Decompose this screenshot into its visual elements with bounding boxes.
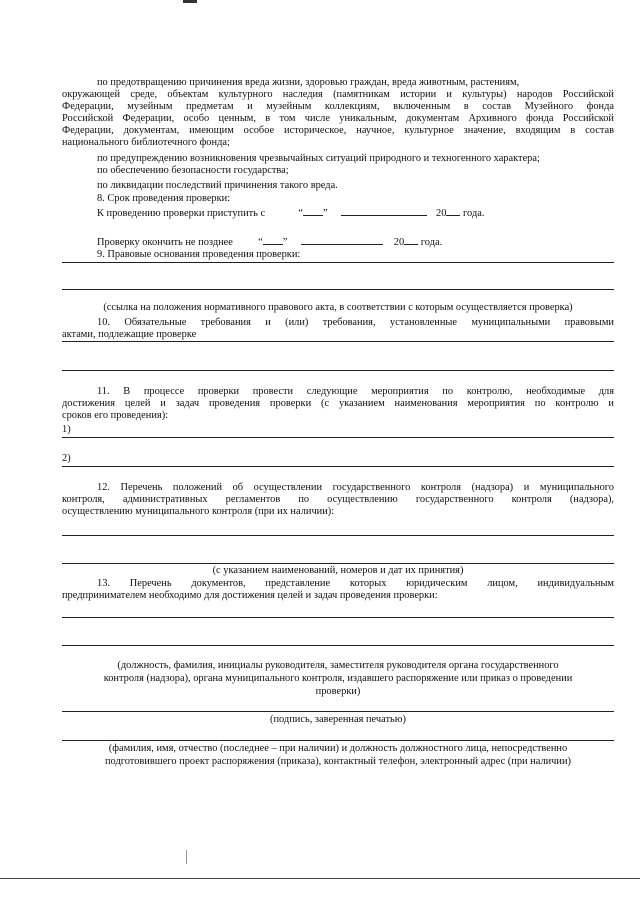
documents-field[interactable] <box>62 617 614 618</box>
measure-2-field[interactable] <box>62 466 614 467</box>
text-line: актами, подлежащие проверке <box>62 329 197 340</box>
section-8-title: 8. Срок проведения проверки: <box>97 193 231 204</box>
caption: (с указанием наименований, номеров и дат их принятия) <box>212 565 464 576</box>
caption: (подпись, заверенная печатью) <box>270 714 406 725</box>
caption: проверки) <box>315 686 361 697</box>
text-line: Федерации, музейным предметам и музейным коллекциям, включенным в состав Музейного фонда <box>62 101 614 112</box>
text-line: национального библиотечного фонда; <box>62 137 230 148</box>
caption: подготовившего проект распоряжения (приказа), контактный телефон, электронный адрес (при наличии) <box>104 756 571 767</box>
text-line: 11. В процессе проверки провести следующие мероприятия по контролю, необходимые для <box>97 386 614 397</box>
preparer-field[interactable] <box>62 740 614 741</box>
signature-field[interactable] <box>62 711 614 712</box>
legal-basis-field[interactable] <box>62 262 614 263</box>
text-line: по ликвидации последствий причинения такого вреда. <box>97 180 338 191</box>
start-day-field[interactable] <box>303 206 323 216</box>
text-line: достижения целей и задач проведения проверки (с указанием наименования мероприятия по контролю и <box>62 398 614 409</box>
text-line: контроля, административных регламентов по осуществлению государственного контроля (надзора), <box>62 494 614 505</box>
start-month-field[interactable] <box>341 206 427 216</box>
list-item-number: 2) <box>62 453 71 464</box>
requirements-field[interactable] <box>62 370 614 371</box>
end-month-field[interactable] <box>301 235 383 245</box>
scan-mark-bottom <box>186 850 187 864</box>
end-date-label: Проверку окончить не позднее <box>97 237 233 248</box>
regulations-field[interactable] <box>62 535 614 536</box>
text-line: 10. Обязательные требования и (или) требования, установленные муниципальными правовыми <box>97 317 614 328</box>
end-year-field[interactable] <box>404 235 418 245</box>
text-line: Федерации, документам, имеющим особое историческое, научное, культурное значение, входящим в состав <box>62 125 614 136</box>
text-line: 13. Перечень документов, представление которых юридическим лицом, индивидуальным <box>97 578 614 589</box>
text-line: сроков его проведения): <box>62 410 169 421</box>
start-date-row: К проведению проверки приступить с “ ” 20 года. <box>97 208 485 219</box>
list-item-number: 1) <box>62 424 71 435</box>
scan-line-bottom <box>0 878 640 879</box>
start-year-field[interactable] <box>446 206 460 216</box>
requirements-field[interactable] <box>62 341 614 342</box>
regulations-field[interactable] <box>62 563 614 564</box>
end-day-field[interactable] <box>263 235 283 245</box>
start-date-label: К проведению проверки приступить с <box>97 208 266 219</box>
text-line: по предупреждению возникновения чрезвычайных ситуаций природного и техногенного характера; <box>97 153 540 164</box>
caption: (ссылка на положения нормативного правового акта, в соответствии с которым осуществляется проверка) <box>103 302 573 313</box>
caption: (должность, фамилия, инициалы руководителя, заместителя руководителя органа государственного <box>117 660 559 671</box>
caption: (фамилия, имя, отчество (последнее – при наличии) и должность должностного лица, непосредственно <box>108 743 568 754</box>
text-line: предпринимателем необходимо для достижения целей и задач проведения проверки: <box>62 590 438 601</box>
legal-basis-field[interactable] <box>62 289 614 290</box>
text-line: по предотвращению причинения вреда жизни, здоровью граждан, вреда животным, растениям, <box>97 77 520 88</box>
end-date-row: Проверку окончить не позднее “ ” 20 года. <box>97 237 443 248</box>
text-line: окружающей среде, объектам культурного наследия (памятникам истории и культуры) народов Российской <box>62 89 614 100</box>
documents-field[interactable] <box>62 645 614 646</box>
caption: контроля (надзора), органа муниципального контроля, издавшего распоряжение или приказ о проведении <box>103 673 573 684</box>
text-line: осуществлению муниципального контроля (при их наличии): <box>62 506 335 517</box>
measure-1-field[interactable] <box>62 437 614 438</box>
text-line: 12. Перечень положений об осуществлении государственного контроля (надзора) и муниципального <box>97 482 614 493</box>
section-9-title: 9. Правовые основания проведения проверки: <box>97 249 301 260</box>
scan-mark-top <box>183 0 197 3</box>
text-line: Российской Федерации, особо ценным, в том числе уникальным, документам Архивного фонда Российской <box>62 113 614 124</box>
text-line: по обеспечению безопасности государства; <box>97 165 289 176</box>
